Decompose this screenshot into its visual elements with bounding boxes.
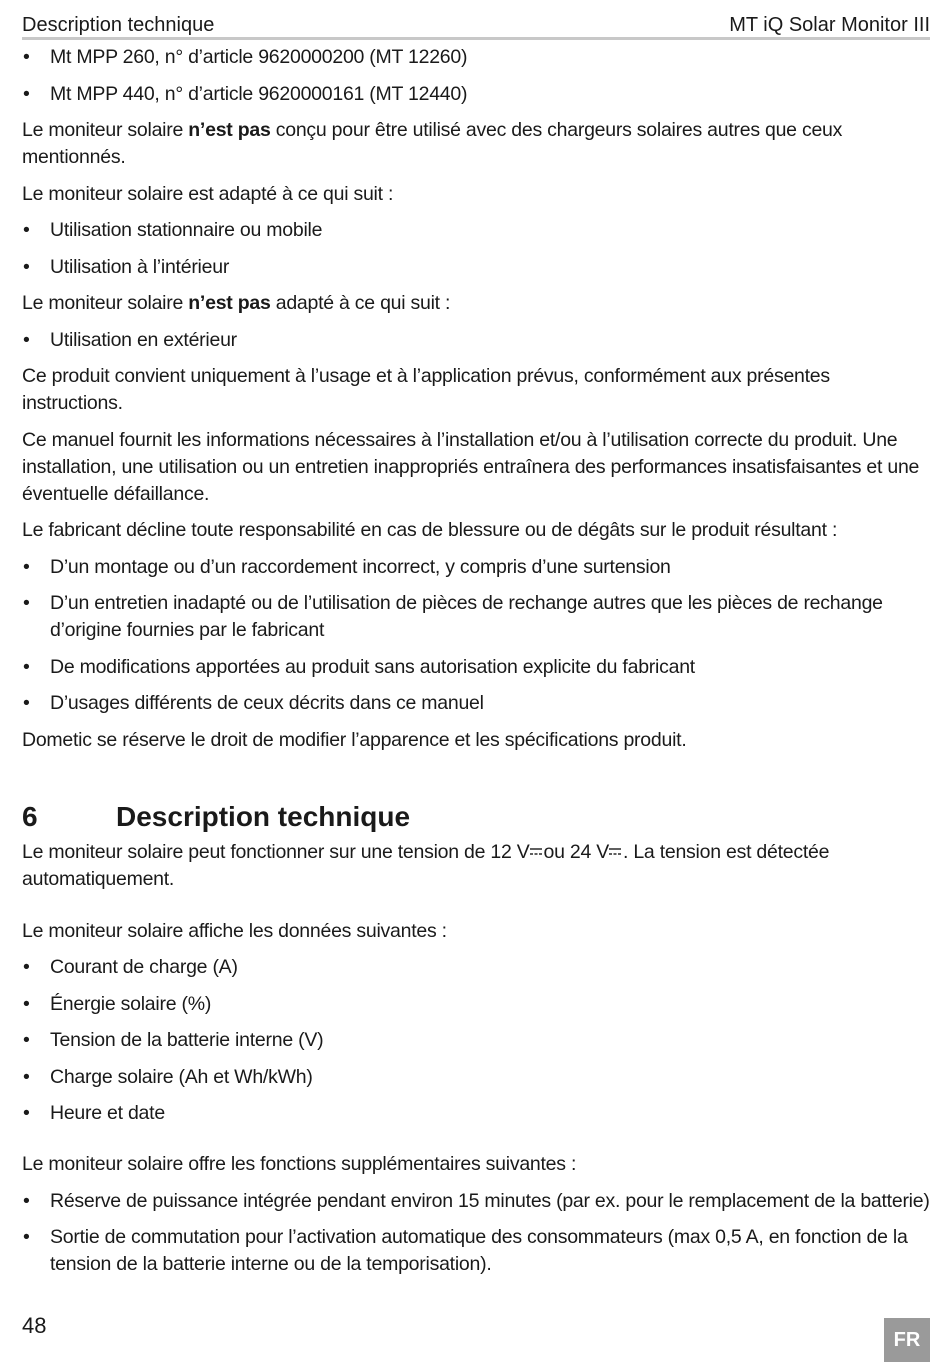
liability-intro: Le fabricant décline toute responsabilité en cas de blessure ou de dégâts sur le produit résultant : xyxy=(22,519,838,541)
not-suitable-list xyxy=(22,327,930,354)
emphasis-text: n’est pas xyxy=(188,119,271,141)
section-number: 6 xyxy=(22,800,38,832)
suitable-list xyxy=(22,217,930,281)
section-heading xyxy=(22,799,930,835)
page-content xyxy=(22,44,930,1288)
header-divider xyxy=(22,37,930,40)
emphasis-text: n’est pas xyxy=(188,292,271,314)
displays-intro: Le moniteur solaire affiche les données suivantes : xyxy=(22,919,447,942)
list-item: • Réserve de puissance intégrée pendant environ 15 minutes (par ex. pour le remplacement de la batterie) xyxy=(22,1188,930,1215)
header-product-name: MT iQ Solar Monitor III xyxy=(729,14,930,36)
dc-voltage-icon xyxy=(530,847,542,856)
header-section-title: Description technique xyxy=(22,14,215,36)
not-suitable-intro: Le moniteur solaire n’est pas adapté à ce qui suit : xyxy=(22,292,451,314)
liability-list xyxy=(22,554,930,718)
list-item: • Utilisation en extérieur xyxy=(22,327,930,354)
list-item: • Charge solaire (Ah et Wh/kWh) xyxy=(22,1064,930,1091)
language-badge: FR xyxy=(884,1318,930,1362)
list-item: • Heure et date xyxy=(22,1100,930,1127)
manual-page xyxy=(22,0,930,1366)
list-item: • Courant de charge (A) xyxy=(22,954,930,981)
intended-use-paragraph: Ce produit convient uniquement à l’usage et à l’application prévus, conformément aux présentes instructions. xyxy=(22,365,830,414)
rights-paragraph: Dometic se réserve le droit de modifier l’apparence et les spécifications produit. xyxy=(22,728,687,751)
page-header xyxy=(22,8,930,38)
suitable-intro: Le moniteur solaire est adapté à ce qui suit : xyxy=(22,182,394,205)
dc-voltage-icon xyxy=(609,847,621,856)
list-item: • Mt MPP 440, n° d’article 9620000161 (MT 12440) xyxy=(22,81,930,108)
list-item: • D’usages différents de ceux décrits dans ce manuel xyxy=(22,690,930,717)
list-item: • Sortie de commutation pour l’activation automatique des consommateurs (max 0,5 A, en fonction de la tension de la batterie interne ou de la temporisation). xyxy=(22,1224,930,1278)
list-item: • Énergie solaire (%) xyxy=(22,991,930,1018)
charger-list xyxy=(22,44,930,108)
page-number: 48 xyxy=(22,1313,47,1338)
functions-intro: Le moniteur solaire offre les fonctions supplémentaires suivantes : xyxy=(22,1153,577,1175)
list-item: • D’un entretien inadapté ou de l’utilisation de pièces de rechange autres que les pièces de rechange d’origine fournies par le fabricant xyxy=(22,590,930,644)
list-item: • Tension de la batterie interne (V) xyxy=(22,1027,930,1054)
section-title: Description technique xyxy=(116,800,411,832)
functions-list xyxy=(22,1188,930,1279)
list-item: • Utilisation stationnaire ou mobile xyxy=(22,217,930,244)
manual-info-paragraph: Ce manuel fournit les informations nécessaires à l’installation et/ou à l’utilisation correcte du produit. Une installation, une utilisation ou un entretien inappropriés entraînera des performances insatisfaisantes et une éventuelle défaillance. xyxy=(22,428,920,505)
not-designed-paragraph: Le moniteur solaire n’est pas conçu pour être utilisé avec des chargeurs solaires autres que ceux mentionnés. xyxy=(22,119,843,168)
list-item: • Utilisation à l’intérieur xyxy=(22,254,930,281)
displays-list xyxy=(22,954,930,1127)
list-item: • De modifications apportées au produit sans autorisation explicite du fabricant xyxy=(22,654,930,681)
list-item: • D’un montage ou d’un raccordement incorrect, y compris d’une surtension xyxy=(22,554,930,581)
voltage-paragraph: Le moniteur solaire peut fonctionner sur une tension de 12 V ou 24 V . La tension est détectée automatiquement. xyxy=(22,840,830,890)
list-item: • Mt MPP 260, n° d’article 9620000200 (MT 12260) xyxy=(22,44,930,71)
